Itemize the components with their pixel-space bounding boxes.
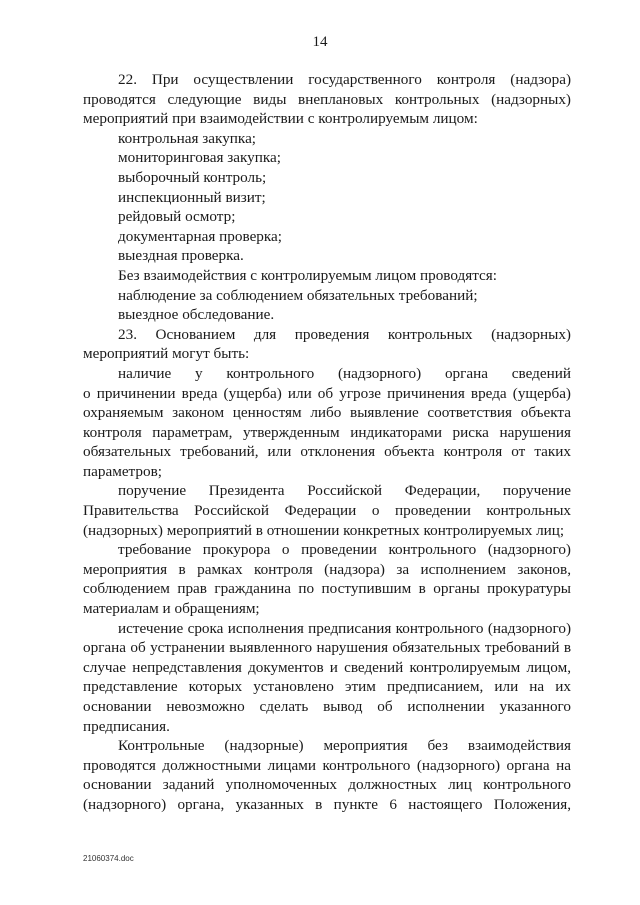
final-line-1: Контрольные (надзорные) мероприятия без взаимодействия (118, 737, 571, 755)
final-line-3: основании заданий уполномоченных должностных лиц контрольного (83, 776, 571, 794)
ground1-line-6: параметров; (83, 462, 162, 480)
ground4-line-1: истечение срока исполнения предписания контрольного (надзорного) (118, 619, 571, 637)
p23-line-2: мероприятий могут быть: (83, 345, 250, 363)
ground3-line-3: соблюдением прав гражданина по поступившим в органы прокуратуры (83, 580, 571, 598)
ground3-line-1: требование прокурора о проведении контрольного (надзорного) (118, 541, 571, 559)
ground2-line-1: поручение Президента Российской Федерации, поручение (118, 482, 571, 500)
final-line-2: проводятся должностными лицами контрольного (надзорного) органа на (83, 756, 571, 774)
list-item: выездная проверка. (118, 247, 244, 265)
list-item: выездное обследование. (118, 306, 275, 324)
page-number: 14 (312, 34, 328, 50)
list-item: контрольная закупка; (118, 129, 257, 147)
ground1-line-3: охраняемым законом ценностям либо выявление соответствия объекта (83, 404, 571, 422)
ground4-line-6: предписания. (83, 717, 170, 735)
ground4-line-4: представление которых установлено этим предписанием, или на их (83, 678, 571, 696)
p22-line-1: 22. При осуществлении государственного контроля (надзора) (118, 71, 571, 88)
ground1-line-4: контроля параметрам, утвержденным индикаторами риска нарушения (83, 423, 571, 441)
list-item: мониторинговая закупка; (118, 149, 282, 167)
list-item: наблюдение за соблюдением обязательных требований; (118, 286, 478, 304)
list-item: инспекционный визит; (118, 188, 266, 206)
ground4-line-3: случае непредставления документов и сведений контролируемым лицом, (83, 658, 571, 676)
document-body (83, 70, 571, 815)
ground2-line-2: Правительства Российской Федерации о проведении контрольных (83, 502, 571, 520)
document-filename: 21060374.doc (83, 854, 134, 863)
ground1-line-5: обязательных требований, или отклонения объекта контроля от таких (83, 443, 571, 461)
list-item: выборочный контроль; (118, 168, 267, 186)
ground2-line-3: (надзорных) мероприятий в отношении конкретных контролируемых лиц; (83, 521, 565, 539)
list-item: документарная проверка; (118, 227, 283, 245)
ground4-line-2: органа об устранении выявленного нарушения обязательных требований в (83, 639, 571, 657)
p23-line-1: 23. Основанием для проведения контрольных (надзорных) (118, 325, 571, 343)
ground1-line-1: наличие у контрольного (надзорного) органа сведений (118, 364, 571, 382)
ground3-line-4: материалам и обращениям; (83, 600, 260, 618)
ground4-line-5: основании невозможно сделать вывод об исполнении указанного (83, 698, 571, 715)
ground1-line-2: о причинении вреда (ущерба) или об угрозе причинения вреда (ущерба) (83, 384, 571, 402)
final-line-4: (надзорного) органа, указанных в пункте 6 настоящего Положения, (83, 795, 571, 813)
list-item: рейдовый осмотр; (118, 208, 236, 226)
without-interaction-intro: Без взаимодействия с контролируемым лицом проводятся: (118, 266, 498, 284)
ground3-line-2: мероприятия в рамках контроля (надзора) за исполнением законов, (83, 560, 571, 578)
p22-line-3: мероприятий при взаимодействии с контролируемым лицом: (83, 110, 478, 128)
p22-line-2: проводятся следующие виды внеплановых контрольных (надзорных) (83, 90, 571, 108)
